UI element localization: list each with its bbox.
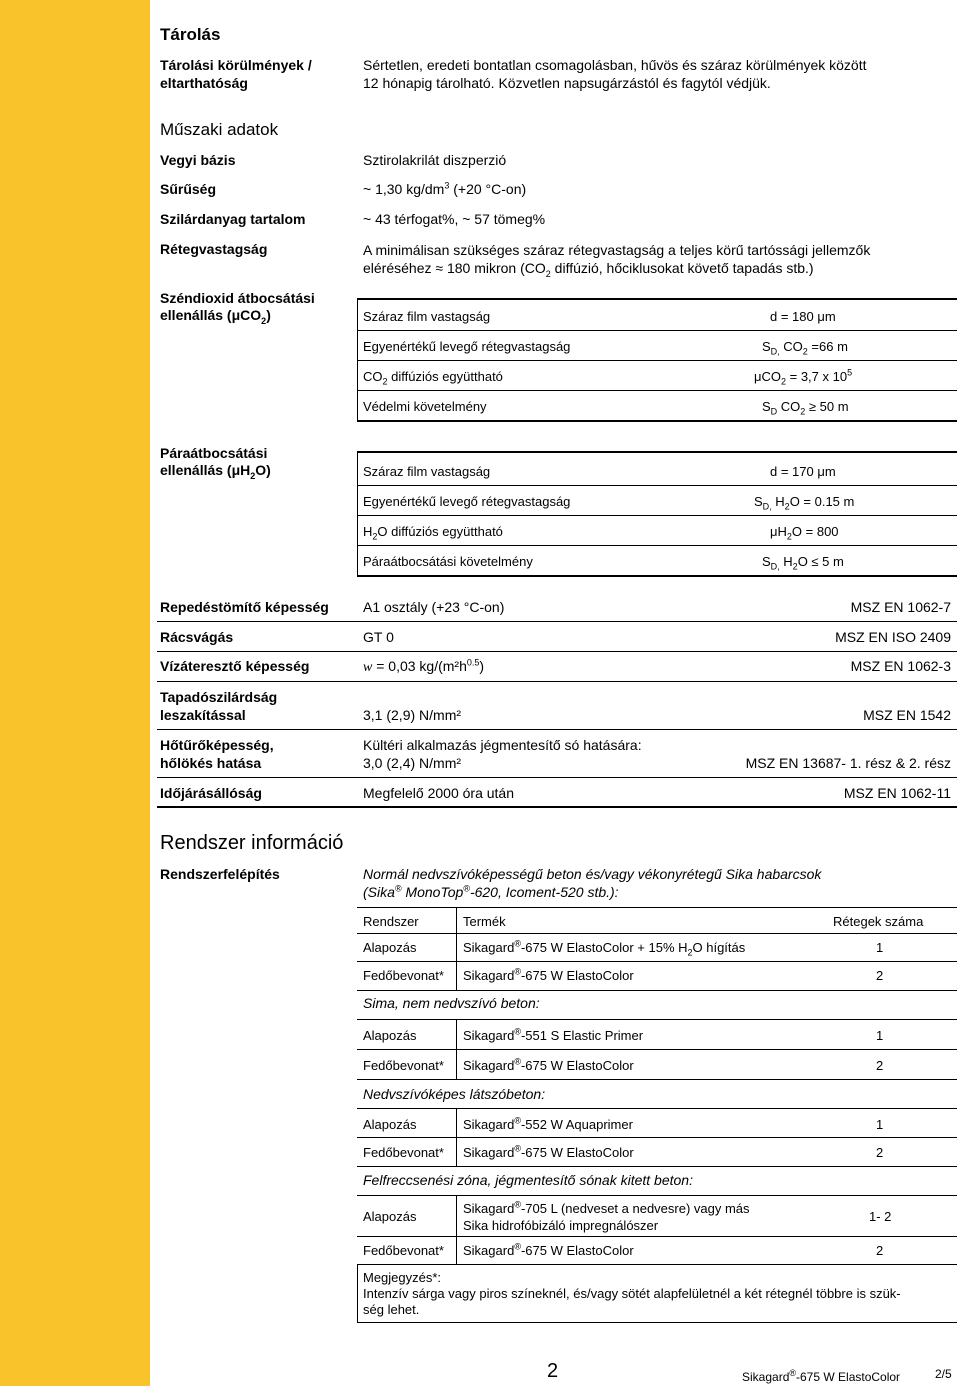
system-row-product: Sikagard®-552 W Aquaprimer — [463, 1115, 633, 1132]
layer-text-line1: A minimálisan szükséges száraz rétegvastagság a teljes körű tartóssági jellemzők — [363, 242, 871, 258]
system-row-divider — [357, 1079, 957, 1080]
h2o-row2-value: $S_{D,}$ $H_2O = 0.15$ m — [754, 494, 855, 512]
h2o-row-divider — [357, 485, 957, 486]
cross-cut-standard: MSZ EN ISO 2409 — [835, 629, 951, 645]
adhesion-label-line1: Tapadószilárdság — [160, 689, 278, 705]
weathering-value: Megfelelő 2000 óra után — [363, 785, 514, 801]
co2-table-top-rule — [357, 298, 957, 300]
h2o-row2-label: Egyenértékű levegő rétegvastagság — [363, 494, 571, 509]
storage-label-line1: Tárolási körülmények / — [160, 57, 312, 73]
system-row-layers: 1- 2 — [869, 1209, 892, 1224]
density-value: ~ 1,30 $kg/dm^3$ (+20 °C-on) — [363, 180, 527, 197]
system-subheading: Felfreccsenési zóna, jégmentesítő sónak kitett beton: — [363, 1172, 693, 1188]
h2o-table-bottom-rule — [357, 575, 957, 577]
adhesion-value: 3,1 (2,9) N/mm² — [363, 707, 462, 723]
system-structure-label: Rendszerfelépítés — [160, 866, 280, 882]
cross-cut-value: GT 0 — [363, 629, 394, 645]
system-row-type: Alapozás — [363, 1117, 417, 1132]
water-permeability-label: Vízáteresztő képesség — [160, 658, 310, 674]
system-row-layers: 2 — [876, 1243, 884, 1258]
system-col-header-product: Termék — [463, 914, 506, 929]
storage-text-line1: Sértetlen, eredeti bontatlan csomagolásban, hűvös és száraz körülmények között — [363, 57, 867, 73]
system-intro-line2: (Sika® MonoTop®-620, Icoment-520 stb.): — [363, 883, 619, 900]
system-heading: Rendszer információ — [160, 832, 344, 854]
co2-label-line2: ellenállás (μCO$_2$) — [160, 307, 271, 326]
property-divider — [157, 621, 957, 622]
system-row-product: Sikagard®-675 W ElastoColor — [463, 966, 634, 983]
co2-row3-label: $CO_2$ diffúziós együttható — [363, 369, 503, 387]
system-col-header-system: Rendszer — [363, 914, 419, 929]
system-row-divider — [357, 1137, 957, 1138]
cross-cut-label: Rácsvágás — [160, 629, 234, 645]
weathering-label: Időjárásállóság — [160, 785, 262, 801]
system-subheading: Sima, nem nedvszívó beton: — [363, 995, 540, 1011]
system-row-type: Alapozás — [363, 1209, 417, 1224]
system-row-type: Fedőbevonat* — [363, 1145, 444, 1160]
system-row-product: Sikagard®-551 S Elastic Primer — [463, 1026, 644, 1043]
system-note-title: Megjegyzés*: — [363, 1270, 442, 1285]
system-intro-line1: Normál nedvszívóképességű beton és/vagy vékonyrétegű Sika habarcsok — [363, 866, 822, 882]
system-row-divider — [357, 1166, 957, 1167]
system-row-divider — [357, 1049, 957, 1050]
system-row-layers: 1 — [876, 1117, 884, 1132]
chem-label: Vegyi bázis — [160, 152, 236, 168]
note-bottom-rule — [357, 1322, 957, 1323]
system-row-product: Sikagard®-705 L (nedveset a nedvesre) vagy más — [463, 1199, 750, 1216]
solid-value: ~ 43 térfogat%, ~ 57 tömeg% — [363, 211, 546, 227]
chem-value: Sztirolakrilát diszperzió — [363, 152, 507, 168]
property-divider — [157, 777, 957, 778]
h2o-row4-label: Páraátbocsátási követelmény — [363, 554, 533, 569]
thermal-label-line1: Hőtűrőképesség, — [160, 737, 274, 753]
property-bottom-rule — [157, 806, 957, 808]
system-row-product: Sikagard®-675 W ElastoColor — [463, 1056, 634, 1073]
system-row-divider — [357, 961, 957, 962]
co2-row2-label: Egyenértékű levegő rétegvastagság — [363, 339, 571, 354]
system-row-type: Fedőbevonat* — [363, 968, 444, 983]
h2o-row1-value: d = 170 μm — [770, 464, 836, 479]
system-row-type: Fedőbevonat* — [363, 1058, 444, 1073]
co2-row-divider — [357, 360, 957, 361]
crack-bridging-value: A1 osztály (+23 °C-on) — [363, 599, 505, 615]
co2-row4-label: Védelmi követelmény — [363, 399, 487, 414]
system-table-col-rule — [456, 1195, 457, 1265]
system-row-divider — [357, 1236, 957, 1237]
technical-heading: Műszaki adatok — [160, 120, 279, 139]
solid-label: Szilárdanyag tartalom — [160, 211, 306, 227]
system-row-layers: 1 — [876, 940, 884, 955]
note-left-rule — [357, 1264, 358, 1322]
system-row-divider — [357, 1108, 957, 1109]
footer-page-of: 2/5 — [935, 1367, 952, 1381]
h2o-row-divider — [357, 545, 957, 546]
system-subheading: Nedvszívóképes látszóbeton: — [363, 1086, 546, 1102]
property-divider — [157, 681, 957, 682]
density-label: Sűrűség — [160, 181, 217, 197]
storage-heading: Tárolás — [160, 25, 221, 44]
crack-bridging-standard: MSZ EN 1062-7 — [850, 599, 951, 615]
system-note-line2: ség lehet. — [363, 1302, 420, 1317]
h2o-row1-label: Száraz film vastagság — [363, 464, 491, 479]
co2-row-divider — [357, 330, 957, 331]
h2o-row4-value: $S_{D,}$ $H_2O \le 5$ m — [762, 554, 844, 572]
h2o-label-line1: Páraátbocsátási — [160, 445, 268, 461]
co2-row4-value: $S_D$ $CO_2 \ge 50$ m — [762, 399, 849, 417]
h2o-row3-label: $H_2O$ diffúziós együttható — [363, 524, 503, 542]
system-row-type: Fedőbevonat* — [363, 1243, 444, 1258]
system-col-header-layers: Rétegek száma — [833, 914, 924, 929]
co2-row3-value: μCO$_2$ = 3,7 x $10^5$ — [754, 367, 853, 387]
storage-label-line2: eltarthatóság — [160, 75, 248, 91]
h2o-label-line2: ellenállás $(\mu H_2O)$ — [160, 462, 271, 481]
co2-table-bottom-rule — [357, 420, 957, 422]
system-row-layers: 2 — [876, 968, 884, 983]
system-table-top-rule — [357, 907, 957, 908]
system-row-divider — [357, 1264, 957, 1265]
h2o-row-divider — [357, 515, 957, 516]
system-row-type: Alapozás — [363, 1028, 417, 1043]
system-row-layers: 2 — [876, 1145, 884, 1160]
co2-row1-value: d = 180 μm — [770, 309, 836, 324]
system-row-product-line2: Sika hidrofóbizáló impregnálószer — [463, 1218, 659, 1233]
left-sidebar-band — [0, 0, 150, 1386]
co2-row2-value: $S_{D,}$ $CO_2 =66$ m — [762, 339, 848, 357]
system-row-layers: 2 — [876, 1058, 884, 1073]
h2o-table-left-rule — [357, 451, 358, 575]
h2o-row3-value: $\mu H_2O = 800$ — [770, 524, 839, 542]
system-row-product: Sikagard®-675 W ElastoColor — [463, 1241, 634, 1258]
system-row-divider — [357, 1195, 957, 1196]
system-row-product: Sikagard®-675 W ElastoColor — [463, 1143, 634, 1160]
system-row-divider — [357, 1019, 957, 1020]
weathering-standard: MSZ EN 1062-11 — [843, 785, 951, 801]
layer-text-line2: eléréséhez ≈ 180 mikron ($CO_2$ diffúzió, hőciklusokat követő tapadás stb.) — [363, 260, 814, 279]
h2o-table-top-rule — [357, 451, 957, 453]
footer-product-name: Sikagard®-675 W ElastoColor — [742, 1368, 901, 1384]
thermal-value-line1: Kültéri alkalmazás jégmentesítő só hatására: — [363, 737, 642, 753]
property-divider — [157, 729, 957, 730]
adhesion-label-line2: leszakítással — [160, 707, 246, 723]
co2-row-divider — [357, 390, 957, 391]
crack-bridging-label: Repedéstömítő képesség — [160, 599, 329, 615]
system-row-layers: 1 — [876, 1028, 884, 1043]
thermal-label-line2: hőlökés hatása — [160, 755, 262, 771]
system-note-line1: Intenzív sárga vagy piros színeknél, és/vagy sötét alapfelületnél a két rétegnél többre is szük- — [363, 1286, 901, 1301]
layer-label: Rétegvastagság — [160, 241, 268, 257]
co2-label-line1: Széndioxid átbocsátási — [160, 290, 315, 306]
property-divider — [157, 651, 957, 652]
co2-row1-label: Száraz film vastagság — [363, 309, 491, 324]
adhesion-standard: MSZ EN 1542 — [863, 707, 951, 723]
system-row-type: Alapozás — [363, 940, 417, 955]
water-permeability-standard: MSZ EN 1062-3 — [850, 658, 951, 674]
storage-text-line2: 12 hónapig tárolható. Közvetlen napsugárzástól és fagytól védjük. — [363, 75, 771, 91]
system-row-divider — [357, 990, 957, 991]
thermal-standard: MSZ EN 13687- 1. rész & 2. rész — [745, 755, 951, 771]
system-row-product: Sikagard®-675 W ElastoColor + 15% $H_2O$ hígítás — [463, 938, 746, 958]
co2-table-left-rule — [357, 298, 358, 420]
system-row-divider — [357, 933, 957, 934]
water-permeability-value: w = 0,03 $kg/(m^2h^{0.5})$ — [363, 657, 485, 675]
system-table-col-rule — [456, 907, 457, 991]
thermal-value-line2: 3,0 (2,4) N/mm² — [363, 755, 462, 771]
footer-page-number: 2 — [547, 1360, 559, 1382]
